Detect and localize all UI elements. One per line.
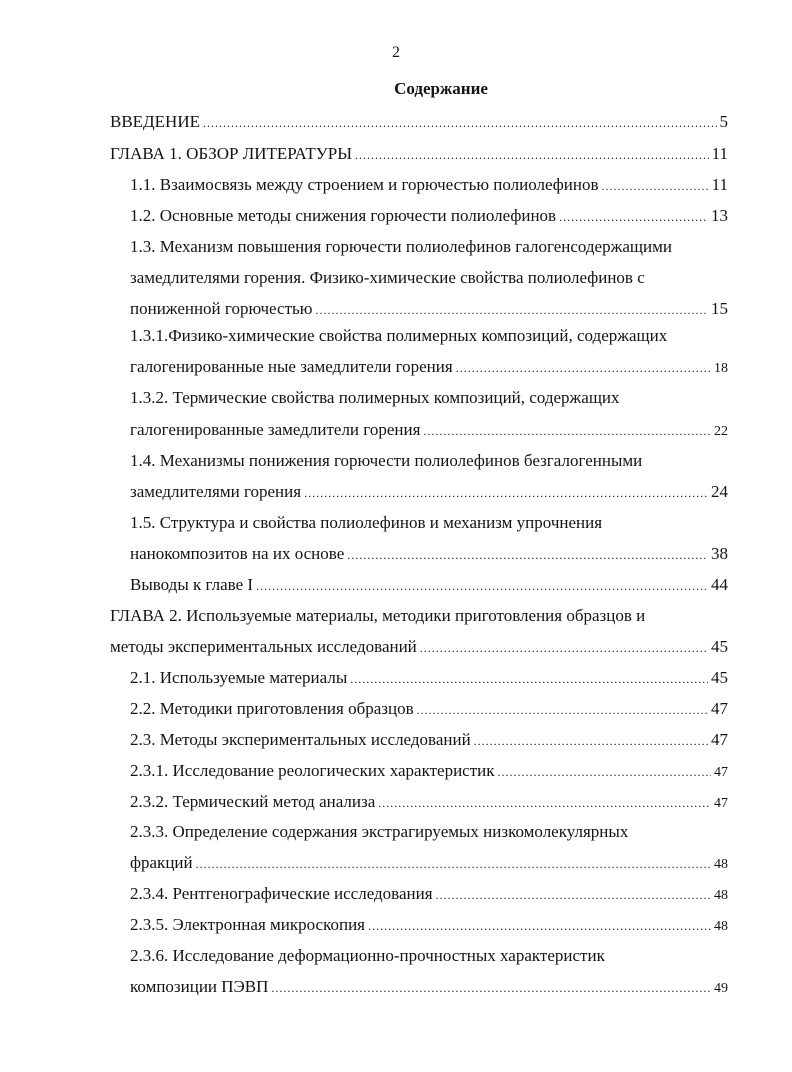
toc-entry-text: пониженной горючестью (130, 299, 313, 318)
toc-page-number: 44 (711, 575, 728, 594)
toc-leader-dots (355, 143, 709, 167)
toc-page-number: 47 (714, 796, 728, 811)
toc-entry-1-5[interactable] (130, 542, 728, 566)
toc-entry-2-1[interactable] (130, 666, 728, 690)
toc-entry-2-2[interactable] (130, 697, 728, 721)
toc-leader-dots (474, 729, 708, 753)
toc-page-number: 48 (714, 888, 728, 903)
toc-leader-dots (559, 205, 708, 229)
toc-page-number: 49 (714, 981, 728, 996)
toc-entry-1-3-line1: 1.3. Механизм повышения горючести полиолефинов галогенсодержащими (130, 237, 672, 256)
toc-leader-dots (436, 883, 711, 907)
toc-leader-dots (347, 543, 708, 567)
toc-entry-2-3-3-line1: 2.3.3. Определение содержания экстрагируемых низкомолекулярных (130, 822, 629, 841)
toc-leader-dots (420, 636, 708, 660)
toc-leader-dots (456, 356, 711, 380)
toc-entry-1-4-line1: 1.4. Механизмы понижения горючести полиолефинов безгалогенными (130, 451, 643, 470)
toc-entry-text: ГЛАВА 1. ОБЗОР ЛИТЕРАТУРЫ (110, 144, 353, 163)
toc-entry-text: 2.3.2. Термический метод анализа (130, 792, 376, 811)
toc-entry-2-3-5[interactable] (130, 913, 728, 937)
toc-entry-text: замедлителями горения (130, 482, 302, 501)
toc-entry-2-3-4[interactable] (130, 882, 728, 906)
toc-entry-1-3-2[interactable] (130, 418, 728, 442)
toc-page-number: 13 (711, 206, 728, 225)
toc-leader-dots (350, 667, 708, 691)
toc-entry-conclusions-1[interactable] (130, 573, 728, 597)
toc-page-number: 18 (714, 361, 728, 376)
toc-entry-text: галогенированные замедлители горения (130, 420, 421, 439)
toc-entry-chapter-2[interactable] (110, 635, 728, 659)
toc-page-number: 38 (711, 544, 728, 563)
toc-page-number: 45 (711, 668, 728, 687)
toc-entry-1-3-1[interactable] (130, 355, 728, 379)
toc-entry-text: 2.3. Методы экспериментальных исследований (130, 730, 471, 749)
toc-entry-introduction[interactable] (110, 110, 728, 134)
toc-entry-2-3-6-line1: 2.3.6. Исследование деформационно-прочностных характеристик (130, 946, 605, 965)
toc-entry-2-3[interactable] (130, 728, 728, 752)
toc-leader-dots (602, 174, 709, 198)
toc-page-number: 15 (711, 299, 728, 318)
toc-entry-text: 1.2. Основные методы снижения горючести полиолефинов (130, 206, 557, 225)
toc-entry-chapter-1[interactable] (110, 142, 728, 166)
toc-page-number: 48 (714, 857, 728, 872)
toc-leader-dots (315, 298, 708, 322)
toc-entry-text: ВВЕДЕНИЕ (110, 112, 200, 131)
toc-entry-text: 2.3.1. Исследование реологических характеристик (130, 761, 495, 780)
toc-entry-1-4[interactable] (130, 480, 728, 504)
toc-entry-1-1[interactable] (130, 173, 728, 197)
toc-page-number: 11 (711, 144, 728, 163)
toc-entry-2-3-6[interactable] (130, 975, 728, 999)
toc-leader-dots (196, 852, 711, 876)
toc-leader-dots (498, 760, 711, 784)
toc-leader-dots (423, 419, 711, 443)
page-number: 2 (392, 44, 400, 61)
toc-leader-dots (256, 574, 708, 598)
toc-page-number: 47 (711, 730, 728, 749)
toc-entry-2-3-2[interactable] (130, 790, 728, 814)
toc-page-number: 11 (711, 175, 728, 194)
toc-entry-chapter-2-line1: ГЛАВА 2. Используемые материалы, методики приготовления образцов и (110, 606, 646, 625)
toc-page-number: 47 (714, 765, 728, 780)
toc-entry-text: 2.2. Методики приготовления образцов (130, 699, 414, 718)
toc-entry-text: методы экспериментальных исследований (110, 637, 417, 656)
toc-entry-text: 2.1. Используемые материалы (130, 668, 348, 687)
toc-entry-1-2[interactable] (130, 204, 728, 228)
toc-entry-1-3-1-line1: 1.3.1.Физико-химические свойства полимерных композиций, содержащих (130, 326, 668, 345)
toc-page-number: 24 (711, 482, 728, 501)
toc-entry-text: композиции ПЭВП (130, 977, 269, 996)
toc-entry-2-3-3[interactable] (130, 851, 728, 875)
toc-leader-dots (304, 481, 708, 505)
toc-leader-dots (271, 976, 711, 1000)
toc-entry-1-3-line2: замедлителями горения. Физико-химические свойства полиолефинов с (130, 268, 645, 287)
toc-page-number: 48 (714, 919, 728, 934)
toc-page-number: 47 (711, 699, 728, 718)
toc-page-number: 5 (719, 112, 728, 131)
toc-leader-dots (368, 914, 711, 938)
toc-leader-dots (203, 111, 717, 135)
toc-page-number: 22 (714, 424, 728, 439)
toc-entry-1-3[interactable] (130, 297, 728, 321)
toc-page-number: 45 (711, 637, 728, 656)
toc-entry-text: 1.1. Взаимосвязь между строением и горючестью полиолефинов (130, 175, 599, 194)
toc-entry-text: Выводы к главе I (130, 575, 254, 594)
toc-leader-dots (417, 698, 708, 722)
page-title: Содержание (394, 79, 488, 98)
toc-entry-1-5-line1: 1.5. Структура и свойства полиолефинов и механизм упрочнения (130, 513, 603, 532)
toc-entry-1-3-2-line1: 1.3.2. Термические свойства полимерных композиций, содержащих (130, 388, 620, 407)
toc-entry-text: нанокомпозитов на их основе (130, 544, 345, 563)
toc-entry-text: фракций (130, 853, 193, 872)
toc-leader-dots (378, 791, 711, 815)
toc-entry-text: 2.3.5. Электронная микроскопия (130, 915, 366, 934)
toc-entry-2-3-1[interactable] (130, 759, 728, 783)
toc-entry-text: галогенированные ные замедлители горения (130, 357, 453, 376)
toc-entry-text: 2.3.4. Рентгенографические исследования (130, 884, 433, 903)
